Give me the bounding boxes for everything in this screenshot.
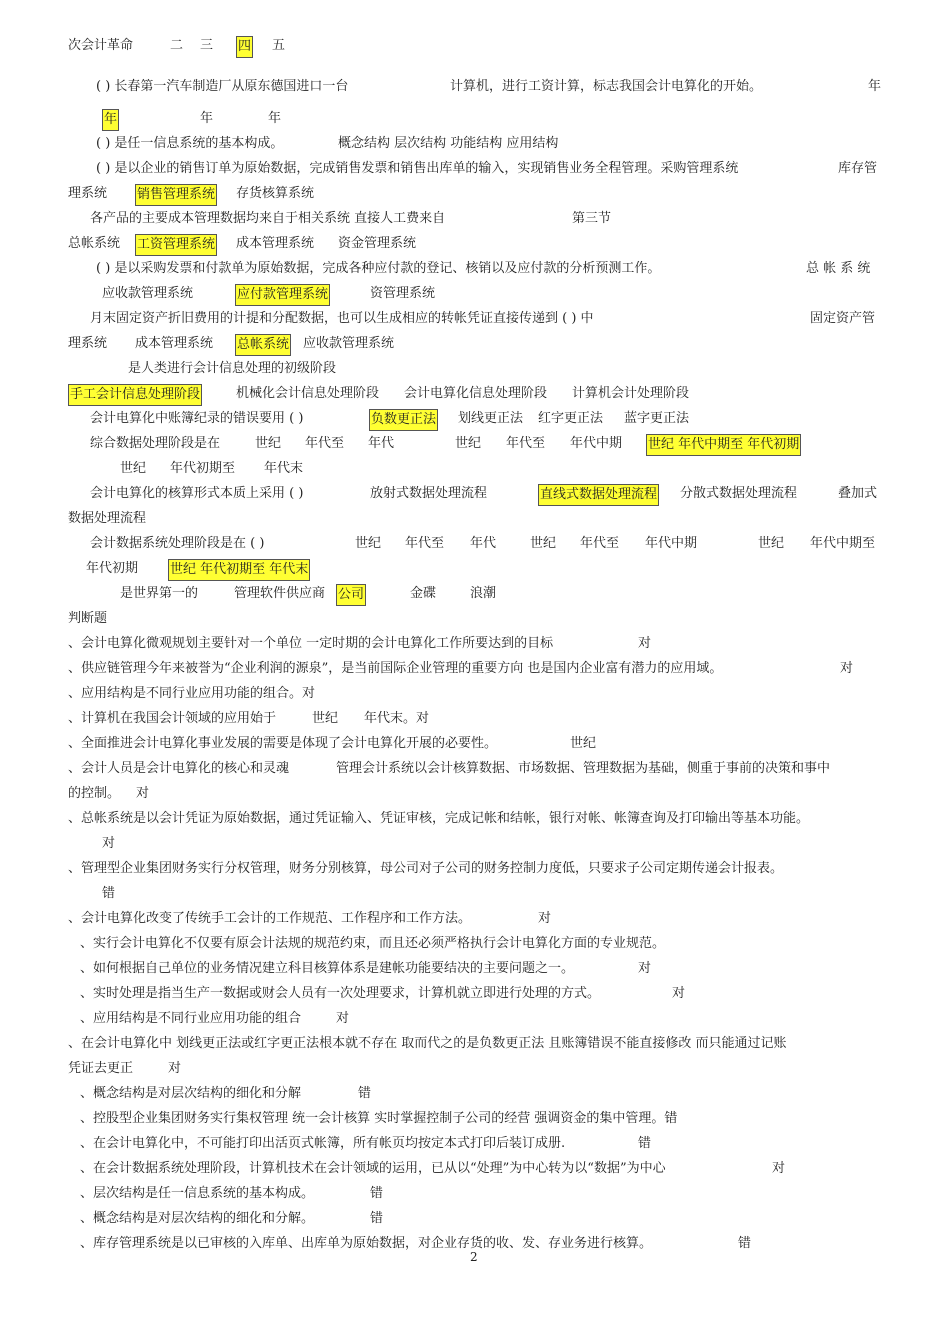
text-segment: 资金管理系统	[338, 236, 417, 251]
text-segment: 管理会计系统以会计核算数据、市场数据、管理数据为基础，侧重于事前的决策和事中	[336, 761, 831, 776]
text-segment: 三	[200, 38, 214, 53]
text-segment: 、会计人员是会计电算化的核心和灵魂	[68, 761, 290, 776]
text-segment: 世纪	[570, 736, 597, 751]
text-segment: 放射式数据处理流程	[370, 486, 488, 501]
text-segment: 错	[102, 886, 116, 901]
text-segment: 年代中期	[645, 536, 698, 551]
text-segment: 概念结构 层次结构 功能结构 应用结构	[338, 136, 559, 151]
text-segment: 世纪	[120, 461, 147, 476]
text-segment: 、供应链管理今年来被誉为“企业利润的源泉”，是当前国际企业管理的重要方向 也是国内企业富有潜力的应用域。	[68, 661, 723, 676]
text-segment: 二	[170, 38, 184, 53]
text-segment: 存货核算系统	[236, 186, 315, 201]
text-segment: 、实行会计电算化不仅要有原会计法规的规范约束，而且还必须严格执行会计电算化方面的专业规范。	[80, 936, 666, 951]
text-segment: 、实时处理是指当生产一数据或财会人员有一次处理要求，计算机就立即进行处理的方式。	[80, 986, 601, 1001]
text-segment: 月末固定资产折旧费用的计提和分配数据，也可以生成相应的转帐凭证直接传递到 ( ) 中	[90, 311, 594, 326]
text-segment: 、管理型企业集团财务实行分权管理，财务分别核算，母公司对子公司的财务控制力度低，只要求子公司定期传递会计报表。	[68, 861, 784, 876]
text-segment: 固定资产管	[810, 311, 876, 326]
text-segment: 世纪	[758, 536, 785, 551]
text-segment: 的控制。	[68, 786, 121, 801]
text-segment: 世纪	[530, 536, 557, 551]
highlighted-answer: 销售管理系统	[135, 184, 217, 206]
text-segment: 年代中期至	[810, 536, 876, 551]
text-segment: 、应用结构是不同行业应用功能的组合。对	[68, 686, 316, 701]
text-segment: 错	[738, 1236, 752, 1251]
text-segment: 对	[136, 786, 150, 801]
text-segment: 错	[638, 1136, 652, 1151]
text-segment: 对	[638, 961, 652, 976]
text-segment: 、概念结构是对层次结构的细化和分解	[80, 1086, 302, 1101]
highlighted-answer: 应付款管理系统	[235, 284, 330, 306]
text-segment: 对	[102, 836, 116, 851]
text-segment: 、总帐系统是以会计凭证为原始数据，通过凭证输入、凭证审核，完成记帐和结帐，银行对帐、帐簿查询及打印输出等基本功能。	[68, 811, 810, 826]
text-segment: 年代	[368, 436, 395, 451]
text-segment: 年	[268, 111, 282, 126]
highlighted-answer: 世纪 年代中期至 年代初期	[646, 434, 801, 456]
text-segment: 世纪	[312, 711, 339, 726]
text-segment: 错	[358, 1086, 372, 1101]
highlighted-answer: 四	[236, 36, 253, 58]
text-segment: 叠加式	[838, 486, 878, 501]
text-segment: 凭证去更正	[68, 1061, 134, 1076]
text-segment: 年代末。对	[364, 711, 430, 726]
text-segment: 年代至	[506, 436, 546, 451]
text-segment: 年代至	[580, 536, 620, 551]
text-segment: 计算机，进行工资计算，标志我国会计电算化的开始。	[450, 79, 763, 94]
text-segment: 管理软件供应商	[234, 586, 326, 601]
text-segment: 划线更正法	[458, 411, 524, 426]
text-segment: 对	[168, 1061, 182, 1076]
highlighted-answer: 世纪 年代初期至 年代末	[168, 559, 310, 581]
text-segment: 各产品的主要成本管理数据均来自于相关系统 直接人工费来自	[90, 211, 446, 226]
text-segment: 蓝字更正法	[624, 411, 690, 426]
text-segment: 会计电算化中账簿纪录的错误要用 ( )	[90, 411, 304, 426]
text-segment: 、如何根据自己单位的业务情况建立科目核算体系是建帐功能要结决的主要问题之一。	[80, 961, 575, 976]
text-segment: 成本管理系统	[236, 236, 315, 251]
text-segment: 机械化会计信息处理阶段	[236, 386, 380, 401]
text-segment: 、会计电算化微观规划主要针对一个单位 一定时期的会计电算化工作所要达到的目标	[68, 636, 554, 651]
highlighted-answer: 年	[102, 109, 119, 131]
text-segment: 、计算机在我国会计领域的应用始于	[68, 711, 277, 726]
text-segment: 成本管理系统	[135, 336, 214, 351]
text-segment: ( ) 长春第一汽车制造厂从原东德国进口一台	[96, 79, 349, 94]
text-segment: 会计电算化信息处理阶段	[404, 386, 548, 401]
highlighted-answer: 手工会计信息处理阶段	[68, 384, 202, 406]
text-segment: 世纪	[455, 436, 482, 451]
text-segment: 、概念结构是对层次结构的细化和分解。	[80, 1211, 315, 1226]
text-segment: 、在会计电算化中 划线更正法或红字更正法根本就不存在 取而代之的是负数更正法 且账簿错误不能直接修改 而只能通过记账	[68, 1036, 787, 1051]
highlighted-answer: 工资管理系统	[135, 234, 217, 256]
highlighted-answer: 负数更正法	[369, 409, 438, 431]
text-segment: 年	[868, 79, 882, 94]
text-segment: 对	[336, 1011, 350, 1026]
text-segment: 理系统	[68, 336, 108, 351]
text-segment: 红字更正法	[538, 411, 604, 426]
page-number: 2	[470, 1250, 478, 1264]
text-segment: 年代中期	[570, 436, 623, 451]
text-segment: 年代初期	[86, 561, 139, 576]
text-segment: 对	[840, 661, 854, 676]
text-segment: 、应用结构是不同行业应用功能的组合	[80, 1011, 302, 1026]
text-segment: 、全面推进会计电算化事业发展的需要是体现了会计电算化开展的必要性。	[68, 736, 498, 751]
text-segment: 应收款管理系统	[303, 336, 395, 351]
text-segment: 错	[370, 1211, 384, 1226]
text-segment: 应收款管理系统	[102, 286, 194, 301]
text-segment: 是世界第一的	[120, 586, 199, 601]
text-segment: 对	[672, 986, 686, 1001]
text-segment: 计算机会计处理阶段	[572, 386, 690, 401]
highlighted-answer: 直线式数据处理流程	[538, 484, 659, 506]
text-segment: 库存管	[838, 161, 878, 176]
text-segment: 判断题	[68, 611, 108, 626]
text-segment: 资管理系统	[370, 286, 436, 301]
text-segment: 世纪	[355, 536, 382, 551]
text-segment: 第三节	[572, 211, 612, 226]
text-segment: 年代末	[264, 461, 304, 476]
highlighted-answer: 公司	[336, 584, 366, 606]
text-segment: 总帐系统	[68, 236, 121, 251]
text-segment: 对	[538, 911, 552, 926]
text-segment: 年代初期至	[170, 461, 236, 476]
text-segment: ( ) 是以企业的销售订单为原始数据，完成销售发票和销售出库单的输入，实现销售业务全程管理。采购管理系统	[96, 161, 739, 176]
text-segment: 数据处理流程	[68, 511, 147, 526]
text-segment: 是人类进行会计信息处理的初级阶段	[128, 361, 337, 376]
text-segment: 、在会计数据系统处理阶段，计算机技术在会计领域的运用，已从以“处理”为中心转为以“数据”为中心	[80, 1161, 666, 1176]
text-segment: ( ) 是任一信息系统的基本构成。	[96, 136, 284, 151]
text-segment: 世纪	[255, 436, 282, 451]
text-segment: 错	[370, 1186, 384, 1201]
text-segment: 次会计革命	[68, 38, 134, 53]
text-segment: 五	[272, 38, 286, 53]
text-segment: 总 帐 系 统	[806, 261, 871, 276]
text-segment: 会计数据系统处理阶段是在 ( )	[90, 536, 265, 551]
text-segment: 年代	[470, 536, 497, 551]
text-segment: 会计电算化的核算形式本质上采用 ( )	[90, 486, 304, 501]
text-segment: 金碟	[410, 586, 437, 601]
highlighted-answer: 总帐系统	[235, 334, 291, 356]
text-segment: 综合数据处理阶段是在	[90, 436, 221, 451]
text-segment: 理系统	[68, 186, 108, 201]
text-segment: 分散式数据处理流程	[680, 486, 798, 501]
text-segment: 对	[638, 636, 652, 651]
text-segment: 年代至	[405, 536, 445, 551]
text-segment: 浪潮	[470, 586, 497, 601]
text-segment: 、在会计电算化中，不可能打印出活页式帐簿，所有帐页均按定本式打印后装订成册.	[80, 1136, 566, 1151]
text-segment: 对	[772, 1161, 786, 1176]
text-segment: 年	[200, 111, 214, 126]
text-segment: 年代至	[305, 436, 345, 451]
text-segment: 、控股型企业集团财务实行集权管理 统一会计核算 实时掌握控制子公司的经营 强调资金的集中管理。错	[80, 1111, 678, 1126]
text-segment: 、库存管理系统是以已审核的入库单、出库单为原始数据，对企业存货的收、发、存业务进行核算。	[80, 1236, 653, 1251]
text-segment: 、层次结构是任一信息系统的基本构成。	[80, 1186, 315, 1201]
text-segment: 、会计电算化改变了传统手工会计的工作规范、工作程序和工作方法。	[68, 911, 472, 926]
text-segment: ( ) 是以采购发票和付款单为原始数据，完成各种应付款的登记、核销以及应付款的分析预测工作。	[96, 261, 661, 276]
